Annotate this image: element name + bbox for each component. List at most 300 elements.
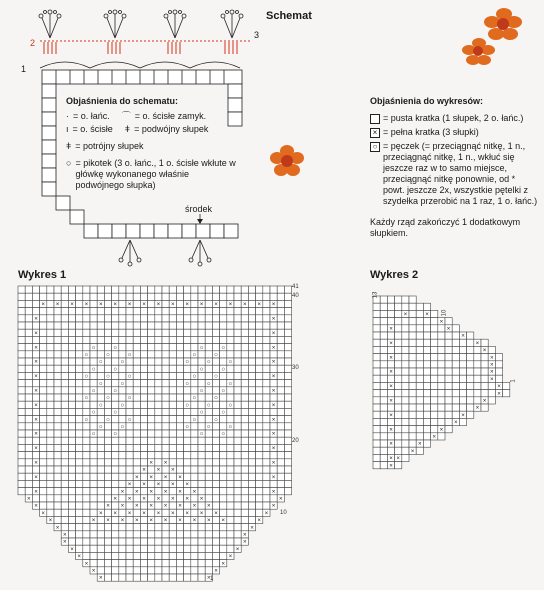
chart-cell xyxy=(54,408,61,415)
chart-cell xyxy=(176,344,183,351)
filled-mark: × xyxy=(497,390,501,398)
chart-cell xyxy=(241,329,248,336)
filled-mark: × xyxy=(142,481,146,489)
chart-cell xyxy=(97,408,104,415)
chart-cell xyxy=(83,286,90,293)
chart-cell xyxy=(191,574,198,581)
filled-mark: × xyxy=(257,301,262,309)
chart-cell xyxy=(256,408,263,415)
chart-cell xyxy=(68,286,75,293)
chart-cell xyxy=(452,325,459,332)
chart-cell xyxy=(68,452,75,459)
chart-cell xyxy=(25,344,32,351)
legend-chain: = o. łańc. xyxy=(73,111,110,121)
filled-mark: × xyxy=(461,411,465,419)
chart-cell xyxy=(61,408,68,415)
chart-cell xyxy=(380,368,387,375)
chart-cell xyxy=(277,423,284,430)
chart-cell xyxy=(90,480,97,487)
chart-cell xyxy=(47,372,54,379)
filled-mark: × xyxy=(425,311,429,319)
chart-cell xyxy=(409,303,416,310)
chart-cell xyxy=(25,452,32,459)
filled-mark: × xyxy=(91,567,96,575)
chart-cell xyxy=(61,495,68,502)
chart-cell xyxy=(61,473,68,480)
chart-cell xyxy=(234,437,241,444)
chart-cell xyxy=(54,480,61,487)
chart-cell xyxy=(133,437,140,444)
chart-cell xyxy=(25,322,32,329)
chart-cell xyxy=(18,452,25,459)
chart-cell xyxy=(248,473,255,480)
chart-cell xyxy=(395,426,402,433)
chart-cell xyxy=(155,567,162,574)
chart-cell xyxy=(126,437,133,444)
filled-mark: × xyxy=(170,301,175,309)
chart-cell xyxy=(212,293,219,300)
chart-cell xyxy=(380,390,387,397)
filled-mark: × xyxy=(134,517,139,525)
chart-cell xyxy=(212,516,219,523)
chart-cell xyxy=(431,361,438,368)
chart-cell xyxy=(409,404,416,411)
chart-cell xyxy=(212,495,219,502)
filled-mark: × xyxy=(264,509,269,517)
chart-cell xyxy=(227,308,234,315)
chart-cell xyxy=(409,318,416,325)
chart-cell xyxy=(212,423,219,430)
chart-cell xyxy=(104,293,111,300)
chart-cell xyxy=(227,293,234,300)
cluster-mark: ○ xyxy=(206,401,211,409)
chart-cell xyxy=(227,459,234,466)
chart-cell xyxy=(76,437,83,444)
chart-cell xyxy=(140,344,147,351)
chart-cell xyxy=(76,387,83,394)
chart-cell xyxy=(169,560,176,567)
chart-cell xyxy=(459,346,466,353)
filled-mark: × xyxy=(192,517,197,525)
cluster-mark: ○ xyxy=(199,365,204,373)
chart-cell xyxy=(227,444,234,451)
chart-cell xyxy=(212,344,219,351)
chart-cell xyxy=(423,339,430,346)
cluster-mark: ○ xyxy=(214,373,218,381)
chart-cell xyxy=(169,358,176,365)
chart-cell xyxy=(169,437,176,444)
chart-cell xyxy=(119,416,126,423)
chart-cell xyxy=(97,308,104,315)
chart-cell xyxy=(47,416,54,423)
chart-cell xyxy=(184,394,191,401)
chart-cell xyxy=(119,459,126,466)
filled-mark: × xyxy=(106,517,110,525)
chart-cell xyxy=(133,567,140,574)
chart-cell xyxy=(423,361,430,368)
chart-cell xyxy=(445,382,452,389)
chart-cell xyxy=(47,480,54,487)
chart-cell xyxy=(148,545,155,552)
chart-cell xyxy=(387,296,394,303)
chart-cell xyxy=(241,480,248,487)
filled-mark: × xyxy=(120,517,125,525)
chart-cell xyxy=(83,322,90,329)
chart-cell xyxy=(184,552,191,559)
chart-cell xyxy=(284,473,291,480)
chart-cell xyxy=(18,344,25,351)
chart-cell xyxy=(220,401,227,408)
chart-cell xyxy=(133,560,140,567)
chart-cell xyxy=(184,308,191,315)
chart-cell xyxy=(97,372,104,379)
chart-cell xyxy=(97,459,104,466)
chart-cell xyxy=(241,495,248,502)
chart-cell xyxy=(212,560,219,567)
chart-cell xyxy=(97,437,104,444)
chart-cell xyxy=(191,430,198,437)
chart-cell xyxy=(18,293,25,300)
chart-cell xyxy=(402,440,409,447)
cluster-mark: ○ xyxy=(214,394,218,402)
chart-cell xyxy=(380,411,387,418)
chart-cell xyxy=(263,444,270,451)
chart-cell xyxy=(162,358,169,365)
chart-cell xyxy=(90,286,97,293)
cluster-mark: ○ xyxy=(84,351,89,359)
chart-cell xyxy=(380,303,387,310)
chart-cell xyxy=(277,351,284,358)
chart-cell xyxy=(184,516,191,523)
chart-cell xyxy=(148,567,155,574)
chart-cell xyxy=(212,538,219,545)
filled-mark: × xyxy=(489,375,494,383)
filled-mark: × xyxy=(91,517,96,525)
chart-cell xyxy=(212,545,219,552)
chart-cell xyxy=(112,380,119,387)
chart-cell xyxy=(176,574,183,581)
chart-cell xyxy=(263,293,270,300)
chart-cell xyxy=(68,351,75,358)
filled-mark: × xyxy=(170,466,175,474)
chart-cell xyxy=(284,358,291,365)
chart-cell xyxy=(234,387,241,394)
filled-mark: × xyxy=(70,301,74,309)
chart-cell xyxy=(395,303,402,310)
chart-cell xyxy=(83,344,90,351)
chart-cell xyxy=(61,452,68,459)
chart-cell xyxy=(373,339,380,346)
chart-cell xyxy=(112,358,119,365)
filled-mark: × xyxy=(482,397,487,405)
chart-cell xyxy=(373,440,380,447)
chart-cell xyxy=(119,365,126,372)
chart-cell xyxy=(140,315,147,322)
chart-cell xyxy=(155,315,162,322)
chart-cell xyxy=(83,538,90,545)
chart-cell xyxy=(155,344,162,351)
chart-cell xyxy=(104,437,111,444)
filled-mark: × xyxy=(389,462,393,470)
filled-mark: × xyxy=(55,301,60,309)
chart-cell xyxy=(284,322,291,329)
chart-cell xyxy=(18,365,25,372)
chart-cell xyxy=(25,286,32,293)
chart-cell xyxy=(256,315,263,322)
chart-cell xyxy=(25,430,32,437)
chart-cell xyxy=(445,368,452,375)
chart-cell xyxy=(241,322,248,329)
chart-cell xyxy=(263,344,270,351)
chart-cell xyxy=(54,416,61,423)
chart-cell xyxy=(284,365,291,372)
chart-cell xyxy=(191,300,198,307)
filled-mark: × xyxy=(410,447,415,455)
chart-cell xyxy=(373,354,380,361)
chart-cell xyxy=(104,552,111,559)
chart-cell xyxy=(90,416,97,423)
chart-cell xyxy=(205,308,212,315)
cluster-mark: ○ xyxy=(228,401,233,409)
chart-cell xyxy=(474,397,481,404)
chart-cell xyxy=(380,454,387,461)
chart-cell xyxy=(220,488,227,495)
chart-cell xyxy=(97,545,104,552)
chart-cell xyxy=(76,315,83,322)
chart-cell xyxy=(140,502,147,509)
chart-cell xyxy=(284,430,291,437)
chart-cell xyxy=(32,380,39,387)
chart-cell xyxy=(495,361,502,368)
chart-cell xyxy=(40,315,47,322)
chart-cell xyxy=(90,502,97,509)
chart-cell xyxy=(162,495,169,502)
chart-cell xyxy=(126,286,133,293)
filled-mark: × xyxy=(84,301,89,309)
chart-cell xyxy=(47,459,54,466)
chart-cell xyxy=(438,361,445,368)
chart-cell xyxy=(90,524,97,531)
chart-cell xyxy=(76,293,83,300)
chart-cell xyxy=(112,394,119,401)
chart-cell xyxy=(133,344,140,351)
chart-cell xyxy=(256,509,263,516)
chart-cell xyxy=(198,358,205,365)
chart-cell xyxy=(76,329,83,336)
chart-cell xyxy=(445,346,452,353)
chart-cell xyxy=(169,351,176,358)
chart-cell xyxy=(191,380,198,387)
chart-cell xyxy=(47,300,54,307)
chart-cell xyxy=(133,552,140,559)
chart-cell xyxy=(90,538,97,545)
chart-cell xyxy=(277,444,284,451)
chart-cell xyxy=(133,444,140,451)
chart-cell xyxy=(277,488,284,495)
chart-cell xyxy=(234,329,241,336)
chart-cell xyxy=(198,444,205,451)
chart-cell xyxy=(140,329,147,336)
wykres2-row-13: 13 xyxy=(372,291,379,299)
chart-cell xyxy=(481,361,488,368)
chart-cell xyxy=(18,336,25,343)
chart-cell xyxy=(452,339,459,346)
chart-cell xyxy=(198,480,205,487)
chart-cell xyxy=(119,315,126,322)
chart-cell xyxy=(277,329,284,336)
chart-cell xyxy=(198,401,205,408)
chart-cell xyxy=(148,560,155,567)
chart-cell xyxy=(176,286,183,293)
chart-cell xyxy=(234,538,241,545)
chart-cell xyxy=(184,466,191,473)
chart-cell xyxy=(248,502,255,509)
chart-cell xyxy=(155,524,162,531)
chart-cell xyxy=(169,315,176,322)
chart-cell xyxy=(155,408,162,415)
chart-cell xyxy=(241,365,248,372)
chart-cell xyxy=(402,296,409,303)
charts-legend xyxy=(370,96,538,239)
cluster-mark: ○ xyxy=(206,358,211,366)
chart-cell xyxy=(155,322,162,329)
chart-cell xyxy=(256,336,263,343)
chart-cell xyxy=(61,459,68,466)
chart-cell xyxy=(47,430,54,437)
chart-cell xyxy=(220,444,227,451)
chart-cell xyxy=(191,567,198,574)
filled-mark: × xyxy=(55,524,60,532)
filled-mark: × xyxy=(26,495,31,503)
chart-cell xyxy=(184,365,191,372)
chart-cell xyxy=(90,401,97,408)
chart-cell xyxy=(263,452,270,459)
chart-cell xyxy=(119,538,126,545)
chart-cell xyxy=(90,531,97,538)
chart-cell xyxy=(395,397,402,404)
chart-cell xyxy=(191,358,198,365)
chart-cell xyxy=(191,524,198,531)
chart-cell xyxy=(18,380,25,387)
wykres1-row-10: 10 xyxy=(280,510,287,516)
chart-cell xyxy=(169,545,176,552)
cluster-mark: ○ xyxy=(214,416,218,424)
chart-cell xyxy=(169,336,176,343)
filled-mark: × xyxy=(178,517,182,525)
chart-cell xyxy=(148,336,155,343)
chart-cell xyxy=(162,380,169,387)
cluster-mark: ○ xyxy=(221,409,226,417)
filled-mark: × xyxy=(149,502,154,510)
chart-cell xyxy=(140,408,147,415)
chart-cell xyxy=(126,552,133,559)
cluster-mark: ○ xyxy=(91,430,96,438)
chart-cell xyxy=(220,358,227,365)
chart-cell xyxy=(176,365,183,372)
chart-cell xyxy=(198,545,205,552)
chart-cell xyxy=(241,308,248,315)
chart-cell xyxy=(112,552,119,559)
chart-cell xyxy=(169,516,176,523)
chart-cell xyxy=(133,365,140,372)
chart-cell xyxy=(205,444,212,451)
chart-cell xyxy=(76,401,83,408)
chart-cell xyxy=(68,444,75,451)
chart-cell xyxy=(241,344,248,351)
cluster-mark: ○ xyxy=(127,373,132,381)
chart-cell xyxy=(76,473,83,480)
chart-cell xyxy=(90,473,97,480)
chart-cell xyxy=(184,387,191,394)
filled-mark: × xyxy=(142,301,146,309)
chart-cell xyxy=(140,416,147,423)
chart-cell xyxy=(416,325,423,332)
chart-cell xyxy=(126,452,133,459)
cluster-mark: ○ xyxy=(106,351,110,359)
chart-cell xyxy=(248,372,255,379)
chart-cell xyxy=(104,452,111,459)
chart-cell xyxy=(220,300,227,307)
chart-cell xyxy=(256,308,263,315)
chart-cell xyxy=(133,380,140,387)
chart-cell xyxy=(162,524,169,531)
chart-cell xyxy=(133,423,140,430)
chart-cell xyxy=(83,516,90,523)
filled-mark: × xyxy=(271,315,276,323)
chart-cell xyxy=(409,310,416,317)
chart-cell xyxy=(104,488,111,495)
chart-cell xyxy=(277,358,284,365)
chart-cell xyxy=(40,351,47,358)
chart-cell xyxy=(97,538,104,545)
chart-cell xyxy=(47,336,54,343)
chart-cell xyxy=(133,538,140,545)
chart-cell xyxy=(162,372,169,379)
chart-cell xyxy=(373,332,380,339)
chart-cell xyxy=(104,308,111,315)
cluster-mark: ○ xyxy=(199,430,204,438)
chart-cell xyxy=(97,452,104,459)
filled-mark: × xyxy=(156,301,161,309)
filled-mark: × xyxy=(185,509,190,517)
chart-cell xyxy=(212,430,219,437)
chart-cell xyxy=(104,430,111,437)
filled-mark: × xyxy=(214,301,218,309)
chart-cell xyxy=(25,423,32,430)
chart-cell xyxy=(32,351,39,358)
chart-cell xyxy=(133,509,140,516)
chart-cell xyxy=(169,567,176,574)
chart-cell xyxy=(452,361,459,368)
chart-cell xyxy=(104,365,111,372)
chart-cell xyxy=(270,408,277,415)
chart-cell xyxy=(438,433,445,440)
chart-cell xyxy=(220,538,227,545)
chart-cell xyxy=(277,293,284,300)
chart-cell xyxy=(32,423,39,430)
schemat-legend xyxy=(66,96,236,191)
chart-cell xyxy=(148,495,155,502)
chart-cell xyxy=(162,437,169,444)
chart-cell xyxy=(423,325,430,332)
chart-cell xyxy=(277,315,284,322)
chart-cell xyxy=(140,516,147,523)
chart-cell xyxy=(148,552,155,559)
chart-cell xyxy=(270,480,277,487)
chart-cell xyxy=(119,437,126,444)
chart-cell xyxy=(61,308,68,315)
chart-cell xyxy=(97,365,104,372)
